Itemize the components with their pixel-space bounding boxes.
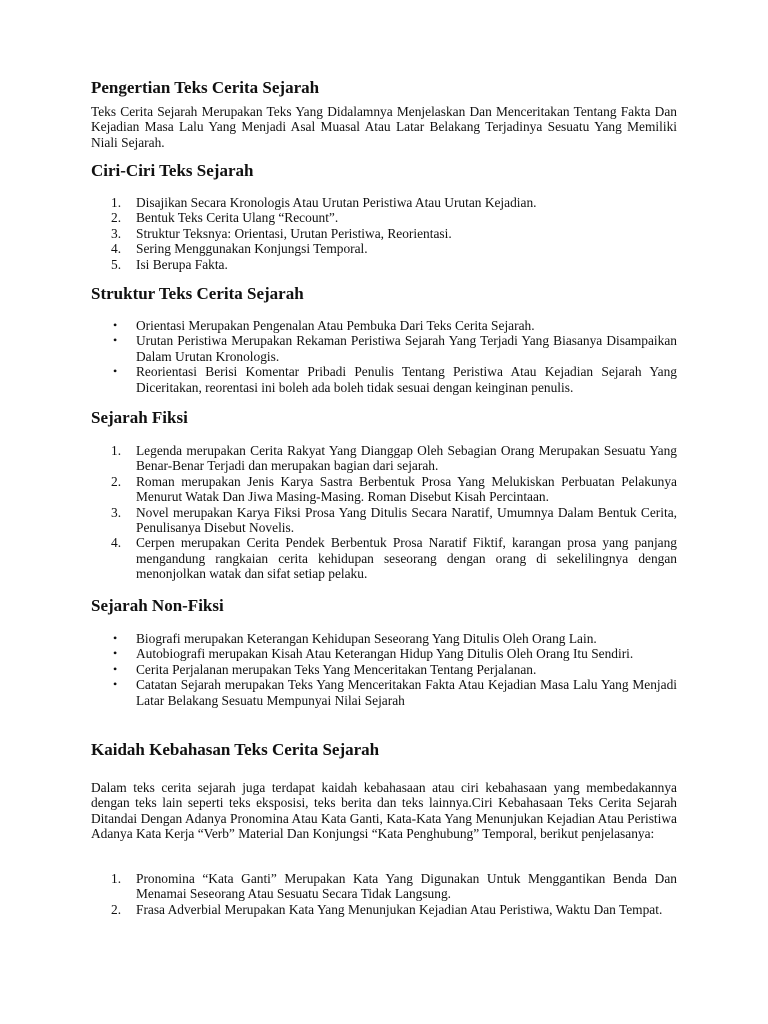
list-item-text: Frasa Adverbial Merupakan Kata Yang Menunjukan Kejadian Atau Peristiwa, Waktu Dan Tempat. [136,901,663,917]
list-item-text: Reorientasi Berisi Komentar Pribadi Penulis Tentang Peristiwa Atau Kejadian Sejarah Yang Diceritakan, reorentasi ini boleh ada boleh tidak sesuai dengan keinginan penulis. [136,364,677,395]
list-item [91,257,677,272]
list-number: 3. [111,504,122,520]
list-number: 2. [111,210,122,226]
list-item [91,226,677,241]
heading-sejarah-fiksi: Sejarah Fiksi [91,408,188,427]
list-item-text: Cerpen merupakan Cerita Pendek Berbentuk Prosa Naratif Fiktif, karangan prosa yang panjang mengandung rangkaian cerita kehidupan seseorang dengan orang di sekelilingnya dengan menonjolkan watak dan sifat setiap pelaku. [136,535,677,582]
paragraph-kaidah: Dalam teks cerita sejarah juga terdapat kaidah kebahasaan atau ciri kebahasaan yang membedakannya dengan teks lain seperti teks eksposisi, teks berita dan teks lainnya.Ciri Kebahasaan Teks Cerita Sejarah Ditandai Dengan Adanya Pronomina Atau Kata Ganti, Kata-Kata Yang Menunjukan Kejadian Atau Peristiwa Adanya Kata Kerja “Verb” Material Dan Konjungsi “Kata Penghubung” Temporal, berikut penjelasanya: [91,780,677,842]
list-number: 1. [111,195,122,210]
list-item [91,677,677,708]
list-kaidah [91,871,677,917]
list-item [91,871,677,902]
list-number: 1. [111,443,122,458]
list-struktur [91,318,677,395]
list-ciri-ciri [91,195,677,272]
heading-struktur: Struktur Teks Cerita Sejarah [91,284,304,303]
paragraph-pengertian: Teks Cerita Sejarah Merupakan Teks Yang Didalamnya Menjelaskan Dan Menceritakan Tentang Fakta Dan Kejadian Masa Lalu Yang Menjadi Asal Muasal Atau Latar Belakang Terjadinya Sesuatu Yang Memiliki Niali Sejarah. [91,104,677,150]
list-number: 4. [111,535,122,551]
list-item [91,333,677,364]
list-item [91,902,677,917]
list-item-text: Sering Menggunakan Konjungsi Temporal. [136,241,368,257]
list-item [91,364,677,395]
list-item-text: Cerita Perjalanan merupakan Teks Yang Menceritakan Tentang Perjalanan. [136,661,537,677]
list-item-text: Urutan Peristiwa Merupakan Rekaman Peristiwa Sejarah Yang Terjadi Yang Biasanya Disampaikan Dalam Urutan Kronologis. [136,333,677,364]
list-sejarah-non-fiksi [91,631,677,708]
bullet-icon: • [113,318,118,332]
list-number: 4. [111,241,122,257]
bullet-icon: • [113,677,118,692]
list-item-text: Biografi merupakan Keterangan Kehidupan Seseorang Yang Ditulis Oleh Orang Lain. [136,631,597,646]
list-item [91,195,677,210]
list-item-text: Disajikan Secara Kronologis Atau Urutan Peristiwa Atau Urutan Kejadian. [136,195,537,210]
list-number: 1. [111,871,122,886]
list-item [91,505,677,536]
list-item [91,241,677,256]
list-item-text: Legenda merupakan Cerita Rakyat Yang Dianggap Oleh Sebagian Orang Merupakan Sesuatu Yang Benar-Benar Terjadi dan merupakan bagian dari sejarah. [136,443,677,474]
list-item [91,631,677,646]
list-item-text: Pronomina “Kata Ganti” Merupakan Kata Yang Digunakan Untuk Menggantikan Benda Dan Menamai Seseorang Atau Sesuatu Secara Tidak Langsung. [136,871,677,902]
list-item [91,210,677,225]
heading-sejarah-non-fiksi: Sejarah Non-Fiksi [91,596,224,615]
list-item-text: Roman merupakan Jenis Karya Sastra Berbentuk Prosa Yang Melukiskan Perbuatan Pelakunya Menurut Watak Dan Jiwa Masing-Masing. Roman Disebut Kisah Percintaan. [136,473,677,505]
list-item [91,535,677,581]
list-item-text: Catatan Sejarah merupakan Teks Yang Menceritakan Fakta Atau Kejadian Masa Lalu Yang Menjadi Latar Belakang Sesuatu Mempunyai Nilai Sejarah [136,677,677,708]
list-number: 3. [111,225,122,241]
bullet-icon: • [113,333,118,348]
list-item-text: Novel merupakan Karya Fiksi Prosa Yang Ditulis Secara Naratif, Umumnya Dalam Bentuk Cerita, Penulisanya Disebut Novelis. [136,504,677,536]
list-item [91,646,677,661]
list-number: 5. [111,256,122,272]
list-item-text: Isi Berupa Fakta. [136,256,228,272]
list-item-text: Orientasi Merupakan Pengenalan Atau Pembuka Dari Teks Cerita Sejarah. [136,318,535,333]
list-item [91,443,677,474]
list-item-text: Autobiografi merupakan Kisah Atau Keterangan Hidup Yang Ditulis Oleh Orang Itu Sendiri. [136,646,634,662]
bullet-icon: • [113,631,118,645]
list-item [91,662,677,677]
list-number: 2. [111,901,122,917]
bullet-icon: • [113,646,118,661]
list-item [91,318,677,333]
bullet-icon: • [113,364,118,379]
heading-pengertian: Pengertian Teks Cerita Sejarah [91,78,320,97]
list-sejarah-fiksi [91,443,677,582]
heading-kaidah-kebahasan: Kaidah Kebahasan Teks Cerita Sejarah [91,740,380,759]
list-item-text: Bentuk Teks Cerita Ulang “Recount”. [136,210,339,226]
heading-ciri-ciri: Ciri-Ciri Teks Sejarah [91,161,254,180]
list-number: 2. [111,473,122,489]
bullet-icon: • [113,661,118,676]
list-item-text: Struktur Teksnya: Orientasi, Urutan Peristiwa, Reorientasi. [136,225,452,241]
list-item [91,474,677,505]
